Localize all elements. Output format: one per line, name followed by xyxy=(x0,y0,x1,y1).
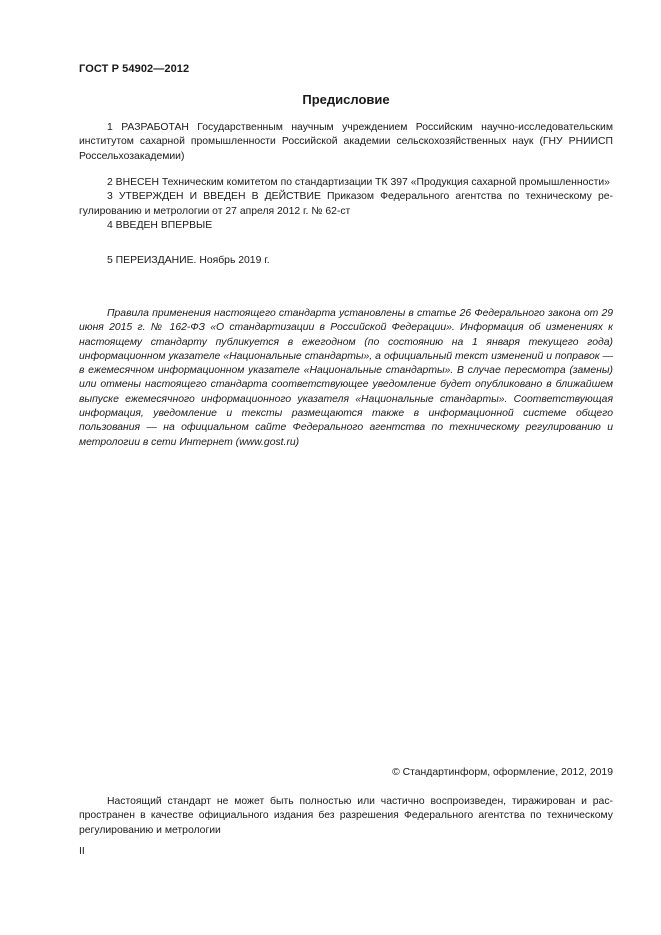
preface-item-5: 5 ПЕРЕИЗДАНИЕ. Ноябрь 2019 г. xyxy=(107,255,270,266)
preface-item-1: 1 РАЗРАБОТАН Государственным научным учреждением Российским научно-исследовательским институтом сахарной промышленности Российской академии сельскохозяйственных наук (ГНУ РНИИСП Россельхозакадемии) xyxy=(79,122,613,162)
standard-code: ГОСТ Р 54902—2012 xyxy=(79,63,190,75)
preface-title: Предисловие xyxy=(302,92,390,107)
preface-item-2: 2 ВНЕСЕН Техническим комитетом по стандартизации ТК 397 «Продукция сахарной промышленности» xyxy=(107,177,610,188)
preface-item-3: 3 УТВЕРЖДЕН И ВВЕДЕН В ДЕЙСТВИЕ Приказом Федерального агентства по техническому регулированию и метрологии от 27 апреля 2012 г. № 62-ст xyxy=(79,191,613,217)
copyright-line: © Стандартинформ, оформление, 2012, 2019 xyxy=(392,767,613,778)
preface-item-4: 4 ВВЕДЕН ВПЕРВЫЕ xyxy=(107,219,213,231)
rules-note: Правила применения настоящего стандарта установлены в статье 26 Федерального закона от 29 июня 2015 г. № 162-ФЗ «О стандартизации в Российской Федерации». Информация об изменениях к настоящему стандарту публикуется в ежегодном (по состоянию на 1 января текущего года) информационном указателе «Национальные стандарты», а официальный текст изменений и поправок — в ежемесячном информационном указателе «Национальные стандарты». В случае пересмотра (замены) или отмены настоящего стандарта соответствующее уведомление будет опубликовано в ближайшем выпуске ежемесячного информационного указателя «Национальные стандарты». Соответствующая информация, уведомление и тексты размещаются также в информационной системе общего пользования — на официальном сайте Федерального агентства по техническому регулированию и метрологии в сети Интернет (www.gost.ru) xyxy=(79,308,613,448)
reproduction-notice: Настоящий стандарт не может быть полностью или частично воспроизведен, тиражирован и распространен в качестве официального издания без разрешения Федерального агентства по техническому регулированию и метрологии xyxy=(79,796,613,836)
preface-items-group xyxy=(79,176,613,233)
page-number: II xyxy=(79,846,85,857)
